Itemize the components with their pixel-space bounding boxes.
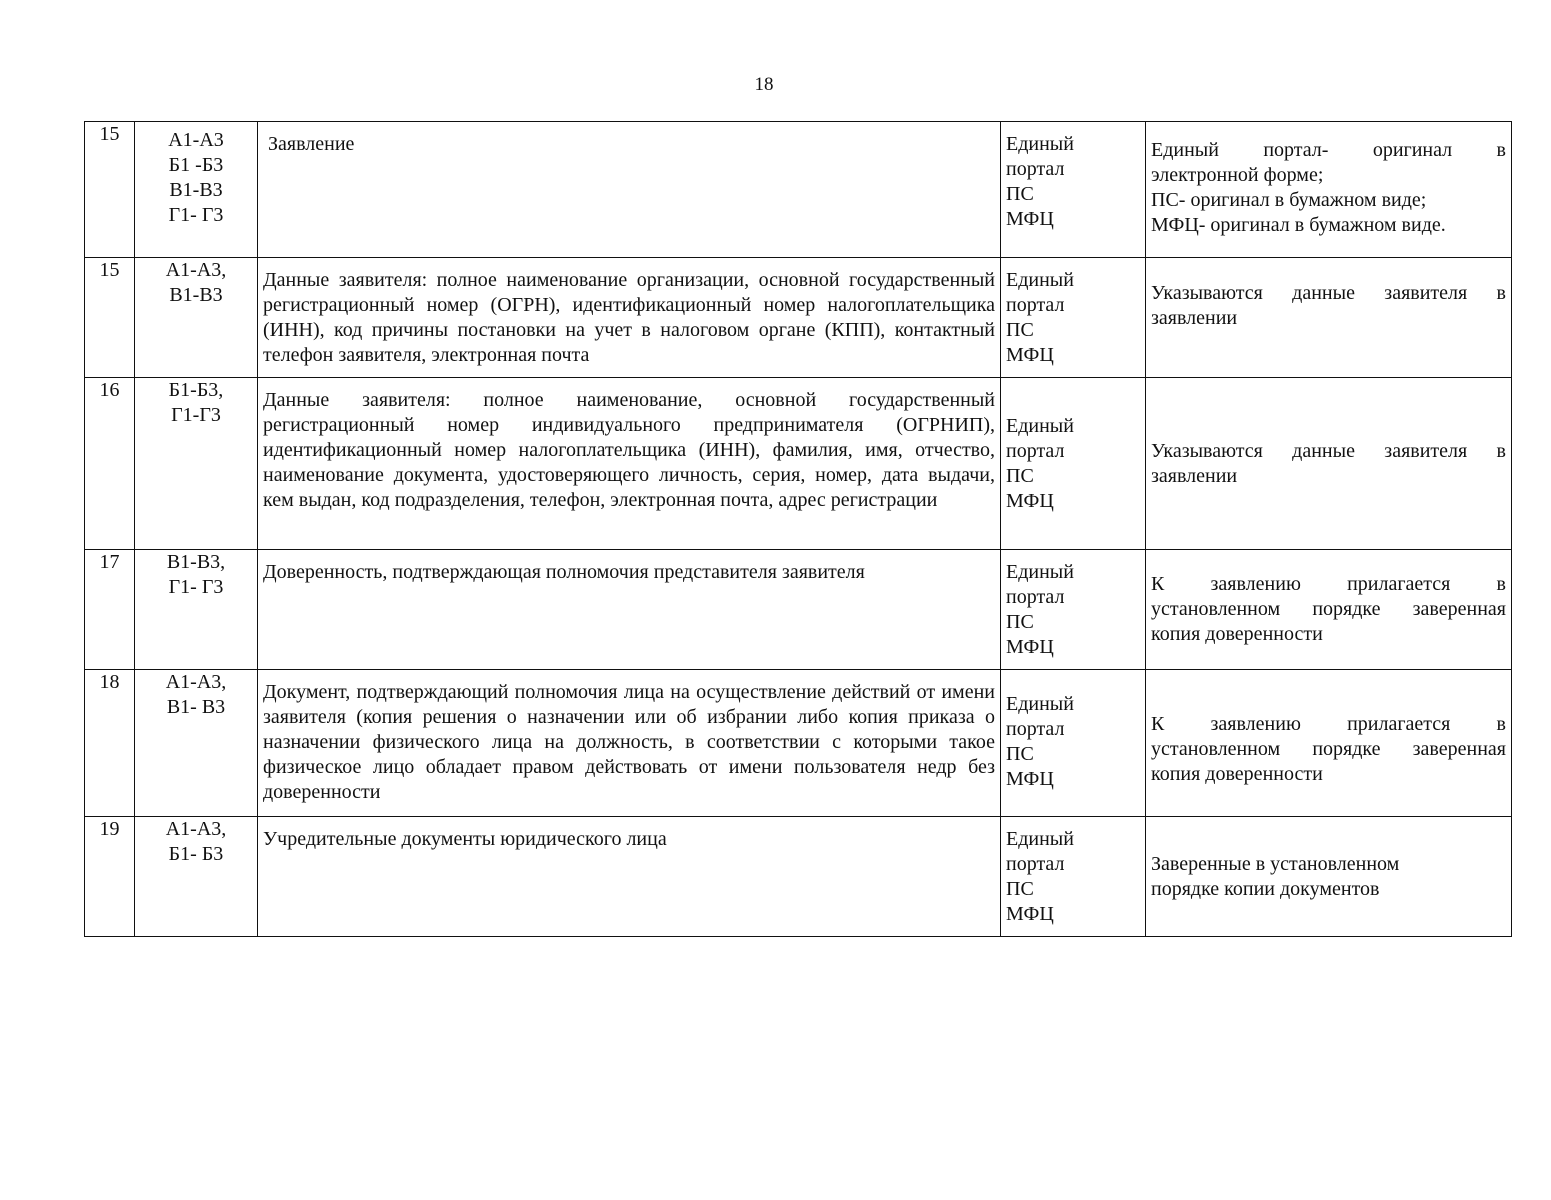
channel-item: ПС xyxy=(1006,183,1034,205)
submission-channels xyxy=(1001,378,1146,550)
category-item: В1-В3 xyxy=(169,284,223,306)
channel-item: МФЦ xyxy=(1006,768,1054,790)
applicant-categories xyxy=(135,258,258,378)
applicant-categories xyxy=(135,670,258,817)
document-name: Учредительные документы юридического лица xyxy=(258,817,1001,937)
category-item: А1-А3, xyxy=(165,259,227,281)
channel-item: Единый xyxy=(1006,561,1074,583)
requirement-line: установленном порядке заверенная xyxy=(1151,598,1506,620)
document-name: Данные заявителя: полное наименование организации, основной государственный регистрационный номер (ОГРН), идентификационный номер налогоплательщика (ИНН), код причины постановки на учет в налоговом органе (КПП), контактный телефон заявителя, электронная почта xyxy=(258,258,1001,378)
channel-item: портал xyxy=(1006,158,1065,180)
category-item: Г1-Г3 xyxy=(171,404,221,426)
channel-item: Единый xyxy=(1006,828,1074,850)
channel-item: МФЦ xyxy=(1006,344,1054,366)
document-name: Данные заявителя: полное наименование, основной государственный регистрационный номер индивидуального предпринимателя (ОГРНИП), идентификационный номер налогоплательщика (ИНН), фамилия, имя, отчество, наименование документа, удостоверяющего личность, серия, номер, дата выдачи, кем выдан, код подразделения, телефон, электронная почта, адрес регистрации xyxy=(258,378,1001,550)
table-row xyxy=(85,378,1512,550)
requirement-line: Заверенные в установленном xyxy=(1151,852,1400,875)
channel-item: портал xyxy=(1006,718,1065,740)
applicant-categories xyxy=(135,817,258,937)
category-item: А1-А3 xyxy=(168,129,224,151)
document-requirements xyxy=(1146,378,1512,550)
requirement-line: заявлении xyxy=(1151,307,1238,329)
channel-item: ПС xyxy=(1006,319,1034,341)
table-row xyxy=(85,122,1512,258)
category-item: Б1 -Б3 xyxy=(168,154,224,176)
submission-channels xyxy=(1001,122,1146,258)
category-item: Б1-Б3, xyxy=(168,379,224,401)
documents-table xyxy=(84,121,1512,937)
category-item: В1-В3 xyxy=(169,179,223,201)
category-item: Б1- Б3 xyxy=(168,843,224,865)
requirement-line: порядке копии документов xyxy=(1151,877,1380,900)
applicant-categories xyxy=(135,122,258,258)
requirement-line: Указываются данные заявителя в xyxy=(1151,439,1506,462)
row-number: 15 xyxy=(85,122,135,258)
document-name: Доверенность, подтверждающая полномочия представителя заявителя xyxy=(258,550,1001,670)
category-item: В1-В3, xyxy=(166,551,226,573)
channel-item: Единый xyxy=(1006,133,1074,155)
channel-item: Единый xyxy=(1006,269,1074,291)
requirement-line: К заявлению прилагается в xyxy=(1151,573,1506,595)
channel-item: Единый xyxy=(1006,414,1074,437)
requirement-line: заявлении xyxy=(1151,464,1238,487)
requirement-line: электронной форме; xyxy=(1151,164,1324,186)
category-item: В1- В3 xyxy=(166,696,226,718)
submission-channels xyxy=(1001,817,1146,937)
category-item: А1-А3, xyxy=(165,671,227,693)
table-row xyxy=(85,550,1512,670)
category-item: А1-А3, xyxy=(165,818,227,840)
channel-item: ПС xyxy=(1006,743,1034,765)
document-name: Заявление xyxy=(258,122,1001,258)
submission-channels xyxy=(1001,258,1146,378)
table-row xyxy=(85,670,1512,817)
row-number: 15 xyxy=(85,258,135,378)
requirement-line: копия доверенности xyxy=(1151,623,1323,645)
channel-item: МФЦ xyxy=(1006,208,1054,230)
row-number: 19 xyxy=(85,817,135,937)
requirement-line: Единый портал- оригинал в xyxy=(1151,139,1506,161)
applicant-categories xyxy=(135,550,258,670)
document-name: Документ, подтверждающий полномочия лица на осуществление действий от имени заявителя (копия решения о назначении или об избрании либо копия приказа о назначении физического лица на должность, в соответствии с которыми такое физическое лицо обладает правом действовать от имени пользователя недр без доверенности xyxy=(258,670,1001,817)
requirement-line: установленном порядке заверенная xyxy=(1151,738,1506,760)
requirement-line: МФЦ- оригинал в бумажном виде. xyxy=(1151,214,1446,236)
requirement-line: копия доверенности xyxy=(1151,763,1323,785)
channel-item: Единый xyxy=(1006,693,1074,715)
channel-item: портал xyxy=(1006,853,1065,875)
category-item: Г1- Г3 xyxy=(168,576,224,598)
table-row xyxy=(85,817,1512,937)
applicant-categories xyxy=(135,378,258,550)
channel-item: МФЦ xyxy=(1006,489,1054,512)
submission-channels xyxy=(1001,550,1146,670)
channel-item: МФЦ xyxy=(1006,636,1054,658)
requirement-line: К заявлению прилагается в xyxy=(1151,713,1506,735)
document-requirements xyxy=(1146,258,1512,378)
table-row xyxy=(85,258,1512,378)
submission-channels xyxy=(1001,670,1146,817)
category-item: Г1- Г3 xyxy=(168,204,224,226)
document-requirements xyxy=(1146,122,1512,258)
channel-item: портал xyxy=(1006,439,1065,462)
channel-item: ПС xyxy=(1006,611,1034,633)
requirement-line: ПС- оригинал в бумажном виде; xyxy=(1151,189,1427,211)
requirement-line: Указываются данные заявителя в xyxy=(1151,282,1506,304)
channel-item: МФЦ xyxy=(1006,903,1054,925)
document-requirements xyxy=(1146,817,1512,937)
row-number: 18 xyxy=(85,670,135,817)
document-requirements xyxy=(1146,670,1512,817)
row-number: 16 xyxy=(85,378,135,550)
channel-item: портал xyxy=(1006,586,1065,608)
channel-item: ПС xyxy=(1006,878,1034,900)
channel-item: ПС xyxy=(1006,464,1034,487)
page-number: 18 xyxy=(754,74,774,95)
row-number: 17 xyxy=(85,550,135,670)
channel-item: портал xyxy=(1006,294,1065,316)
document-requirements xyxy=(1146,550,1512,670)
